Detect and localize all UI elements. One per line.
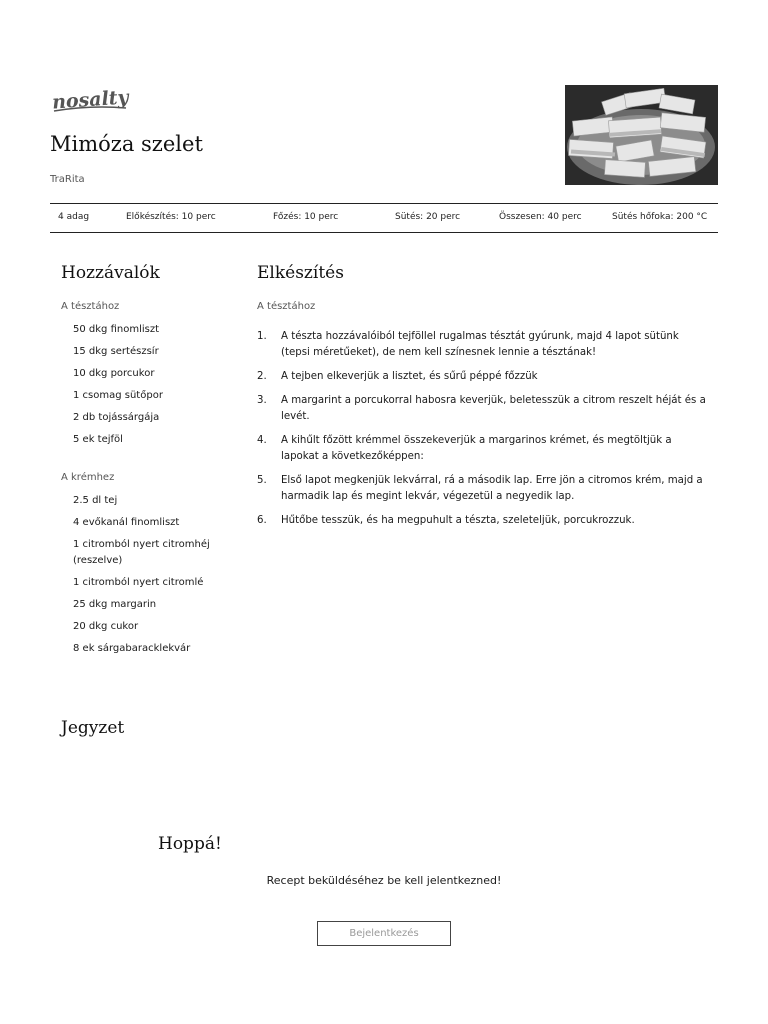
step-number: 4. [257, 435, 267, 446]
method-step [257, 473, 707, 505]
step-text: Első lapot megkenjük lekvárral, rá a második lap. Erre jön a citromos krém, majd a harmadik lap és megint lekvár, végezetül a negyedik lap. [281, 475, 703, 502]
nosalty-logo[interactable] [50, 82, 130, 116]
method-step [257, 433, 707, 465]
meta-servings: 4 adag [58, 212, 90, 222]
ingredient-list [73, 493, 233, 663]
login-prompt-message: Recept beküldéséhez be kell jelentkezned! [266, 874, 502, 887]
step-text: Hűtőbe tesszük, és ha megpuhult a tészta, szeleteljük, porcukrozzuk. [281, 515, 635, 526]
method-heading: Elkészítés [257, 263, 344, 283]
method-group-title: A tésztához [257, 301, 316, 312]
step-text: A tejben elkeverjük a lisztet, és sűrű péppé főzzük [281, 371, 538, 382]
step-number: 3. [257, 395, 267, 406]
meta-bake-temp: Sütés hőfoka: 200 °C [612, 212, 708, 222]
method-steps [257, 329, 707, 537]
meta-total-time: Összesen: 40 perc [499, 212, 582, 222]
ingredient-item: 15 dkg sertészsír [73, 346, 159, 357]
ingredient-item: 1 citromból nyert citromlé [73, 577, 204, 588]
meta-prep-time: Előkészítés: 10 perc [126, 212, 216, 222]
ingredient-item: 2.5 dl tej [73, 495, 118, 506]
step-number: 5. [257, 475, 267, 486]
ingredient-item: 25 dkg margarin [73, 599, 157, 610]
step-text: A margarint a porcukorral habosra keverjük, beletesszük a citrom reszelt héját és a levét. [281, 395, 706, 422]
recipe-author[interactable]: TraRita [50, 174, 85, 185]
login-prompt-title: Hoppá! [158, 834, 222, 854]
recipe-meta-bar [50, 203, 718, 233]
ingredient-group-title: A krémhez [61, 472, 115, 483]
notes-heading: Jegyzet [61, 718, 125, 738]
ingredient-item: 1 csomag sütőpor [73, 390, 163, 401]
method-step [257, 329, 707, 361]
method-step [257, 393, 707, 425]
logo-text: nosalty [51, 86, 130, 114]
ingredient-item: 4 evőkanál finomliszt [73, 517, 180, 528]
step-text: A kihűlt főzött krémmel összekeverjük a margarinos krémet, és megtöltjük a lapokat a következőképpen: [281, 435, 672, 462]
ingredient-item: 20 dkg cukor [73, 621, 139, 632]
step-number: 2. [257, 371, 267, 382]
ingredients-heading: Hozzávalók [61, 263, 160, 283]
login-button[interactable]: Bejelentkezés [317, 921, 451, 946]
meta-cook-time: Főzés: 10 perc [273, 212, 339, 222]
ingredient-item: 5 ek tejföl [73, 434, 123, 445]
method-step [257, 513, 707, 529]
ingredient-item: 10 dkg porcukor [73, 368, 155, 379]
ingredient-group-title: A tésztához [61, 301, 120, 312]
ingredient-item: 2 db tojássárgája [73, 412, 160, 423]
recipe-photo [565, 85, 718, 185]
recipe-title: Mimóza szelet [50, 132, 203, 156]
method-step [257, 369, 707, 385]
step-number: 1. [257, 331, 267, 342]
ingredient-list [73, 322, 233, 454]
ingredient-item: 1 citromból nyert citromhéj (reszelve) [73, 539, 210, 566]
ingredient-item: 50 dkg finomliszt [73, 324, 160, 335]
step-text: A tészta hozzávalóiból tejföllel rugalmas tésztát gyúrunk, majd 4 lapot sütünk (tepsi méretűeket), de nem kell színesnek lennie a tésztának! [281, 331, 679, 358]
ingredient-item: 8 ek sárgabaracklekvár [73, 643, 191, 654]
step-number: 6. [257, 515, 267, 526]
meta-bake-time: Sütés: 20 perc [395, 212, 461, 222]
